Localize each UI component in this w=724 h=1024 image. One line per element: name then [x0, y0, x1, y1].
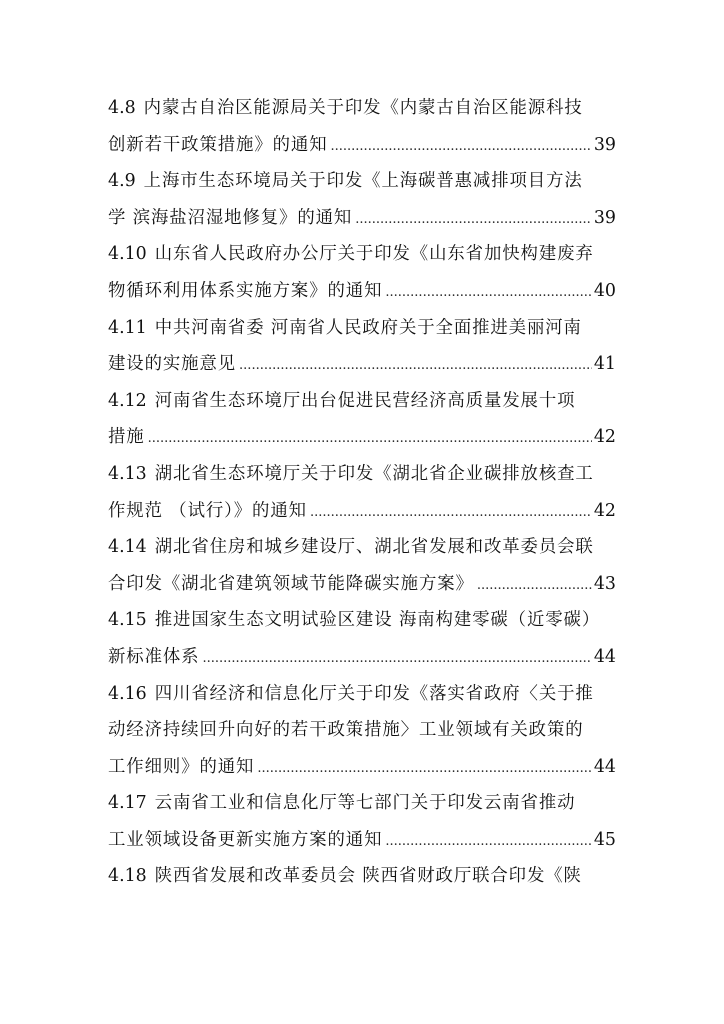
toc-page-number: 44 — [593, 756, 616, 777]
toc-page-number: 42 — [593, 427, 616, 448]
toc-entry-number: 4.11 — [108, 317, 147, 338]
toc-entry-line — [108, 200, 616, 237]
toc-entry-line — [108, 712, 616, 749]
toc-entry-title: 湖北省生态环境厅关于印发《湖北省企业碳排放核查工 — [154, 463, 594, 484]
toc-entry-line — [108, 566, 616, 603]
toc-entry-line — [108, 785, 616, 822]
toc-entry-title: 建设的实施意见 — [108, 354, 237, 375]
dot-leader — [331, 129, 592, 164]
toc-entry-title: 措施 — [108, 427, 145, 448]
toc-entry-title: 工业领域设备更新实施方案的通知 — [108, 829, 383, 850]
toc-entry-title: 河南省生态环境厅出台促进民营经济高质量发展十项 — [154, 390, 576, 411]
dot-leader — [355, 202, 592, 237]
toc-entry-title: 动经济持续回升向好的若干政策措施〉工业领域有关政策的 — [108, 720, 584, 741]
toc-entry[interactable] — [108, 529, 616, 602]
toc-entry[interactable] — [108, 456, 616, 529]
toc-entry-number: 4.14 — [108, 537, 147, 558]
toc-entry-title: 合印发《湖北省建筑领域节能降碳实施方案》 — [108, 573, 474, 594]
toc-page-number: 42 — [593, 500, 616, 521]
toc-entry[interactable] — [108, 236, 616, 309]
toc-entry-line — [108, 822, 616, 859]
toc-entry-title: 创新若干政策措施》的通知 — [108, 134, 328, 155]
toc-entry-line — [108, 493, 616, 530]
toc-entry[interactable] — [108, 163, 616, 236]
toc-page-number: 44 — [593, 646, 616, 667]
toc-entry-title: 作规范 （试行）》的通知 — [108, 500, 307, 521]
toc-entry-line — [108, 456, 616, 493]
dot-leader — [148, 421, 592, 456]
toc-entry-title: 山东省人民政府办公厅关于印发《山东省加快构建废弃 — [154, 244, 594, 265]
toc-entry-line — [108, 90, 616, 127]
toc-entry-number: 4.10 — [108, 244, 147, 265]
dot-leader — [385, 824, 591, 859]
toc-entry-number: 4.9 — [108, 171, 136, 192]
toc-entry-number: 4.13 — [108, 463, 147, 484]
toc-entry[interactable] — [108, 383, 616, 456]
dot-leader — [310, 495, 592, 530]
toc-entry-line — [108, 127, 616, 164]
dot-leader — [239, 348, 592, 383]
toc-entry-number: 4.8 — [108, 98, 136, 118]
toc-entry-number: 4.12 — [108, 390, 147, 411]
dot-leader — [385, 275, 591, 310]
toc-entry-title: 陕西省发展和改革委员会 陕西省财政厅联合印发《陕 — [154, 866, 582, 887]
toc-entry-line — [108, 529, 616, 566]
dot-leader — [202, 641, 591, 676]
dot-leader — [257, 751, 592, 786]
toc-entry-line — [108, 749, 616, 786]
toc-entry-number: 4.17 — [108, 793, 147, 814]
toc-entry[interactable] — [108, 785, 616, 858]
toc-entry-title: 中共河南省委 河南省人民政府关于全面推进美丽河南 — [154, 317, 582, 338]
toc-entry-title: 工作细则》的通知 — [108, 756, 255, 777]
toc-entry-line — [108, 602, 616, 639]
toc-entry-line — [108, 858, 616, 895]
toc-entry-line — [108, 639, 616, 676]
toc-page-number: 39 — [593, 134, 616, 155]
toc-entry-line — [108, 163, 616, 200]
toc-entry-title: 四川省经济和信息化厅关于印发《落实省政府〈关于推 — [154, 683, 594, 704]
toc-entry-number: 4.18 — [108, 866, 147, 887]
toc-entry[interactable] — [108, 90, 616, 163]
toc-entry-line — [108, 419, 616, 456]
toc-entry-line — [108, 346, 616, 383]
toc-entry[interactable] — [108, 676, 616, 786]
toc-entry[interactable] — [108, 310, 616, 383]
toc-entry-number: 4.15 — [108, 610, 147, 631]
toc-entry-title: 云南省工业和信息化厅等七部门关于印发云南省推动 — [154, 793, 576, 814]
toc-entry-title: 物循环利用体系实施方案》的通知 — [108, 280, 383, 301]
toc-entry-line — [108, 383, 616, 420]
toc-entry-line — [108, 676, 616, 713]
toc-entry[interactable] — [108, 858, 616, 895]
toc-entry-number: 4.16 — [108, 683, 147, 704]
toc-entry-title: 新标准体系 — [108, 646, 200, 667]
toc-page-number: 39 — [593, 207, 616, 228]
toc-page-number: 41 — [593, 354, 616, 375]
toc-entry[interactable] — [108, 602, 616, 675]
toc-page — [108, 90, 616, 895]
toc-entry-title: 上海市生态环境局关于印发《上海碳普惠减排项目方法 — [143, 171, 583, 192]
toc-page-number: 43 — [593, 573, 616, 594]
toc-entry-title: 内蒙古自治区能源局关于印发《内蒙古自治区能源科技 — [143, 98, 583, 118]
toc-entry-line — [108, 310, 616, 347]
toc-entry-line — [108, 236, 616, 273]
toc-entry-title: 推进国家生态文明试验区建设 海南构建零碳（近零碳） — [154, 610, 601, 631]
toc-page-number: 45 — [593, 829, 616, 850]
toc-page-number: 40 — [593, 280, 616, 301]
toc-entry-title: 学 滨海盐沼湿地修复》的通知 — [108, 207, 353, 228]
dot-leader — [477, 568, 592, 603]
toc-entry-title: 湖北省住房和城乡建设厅、湖北省发展和改革委员会联 — [154, 537, 594, 558]
toc-entry-line — [108, 273, 616, 310]
